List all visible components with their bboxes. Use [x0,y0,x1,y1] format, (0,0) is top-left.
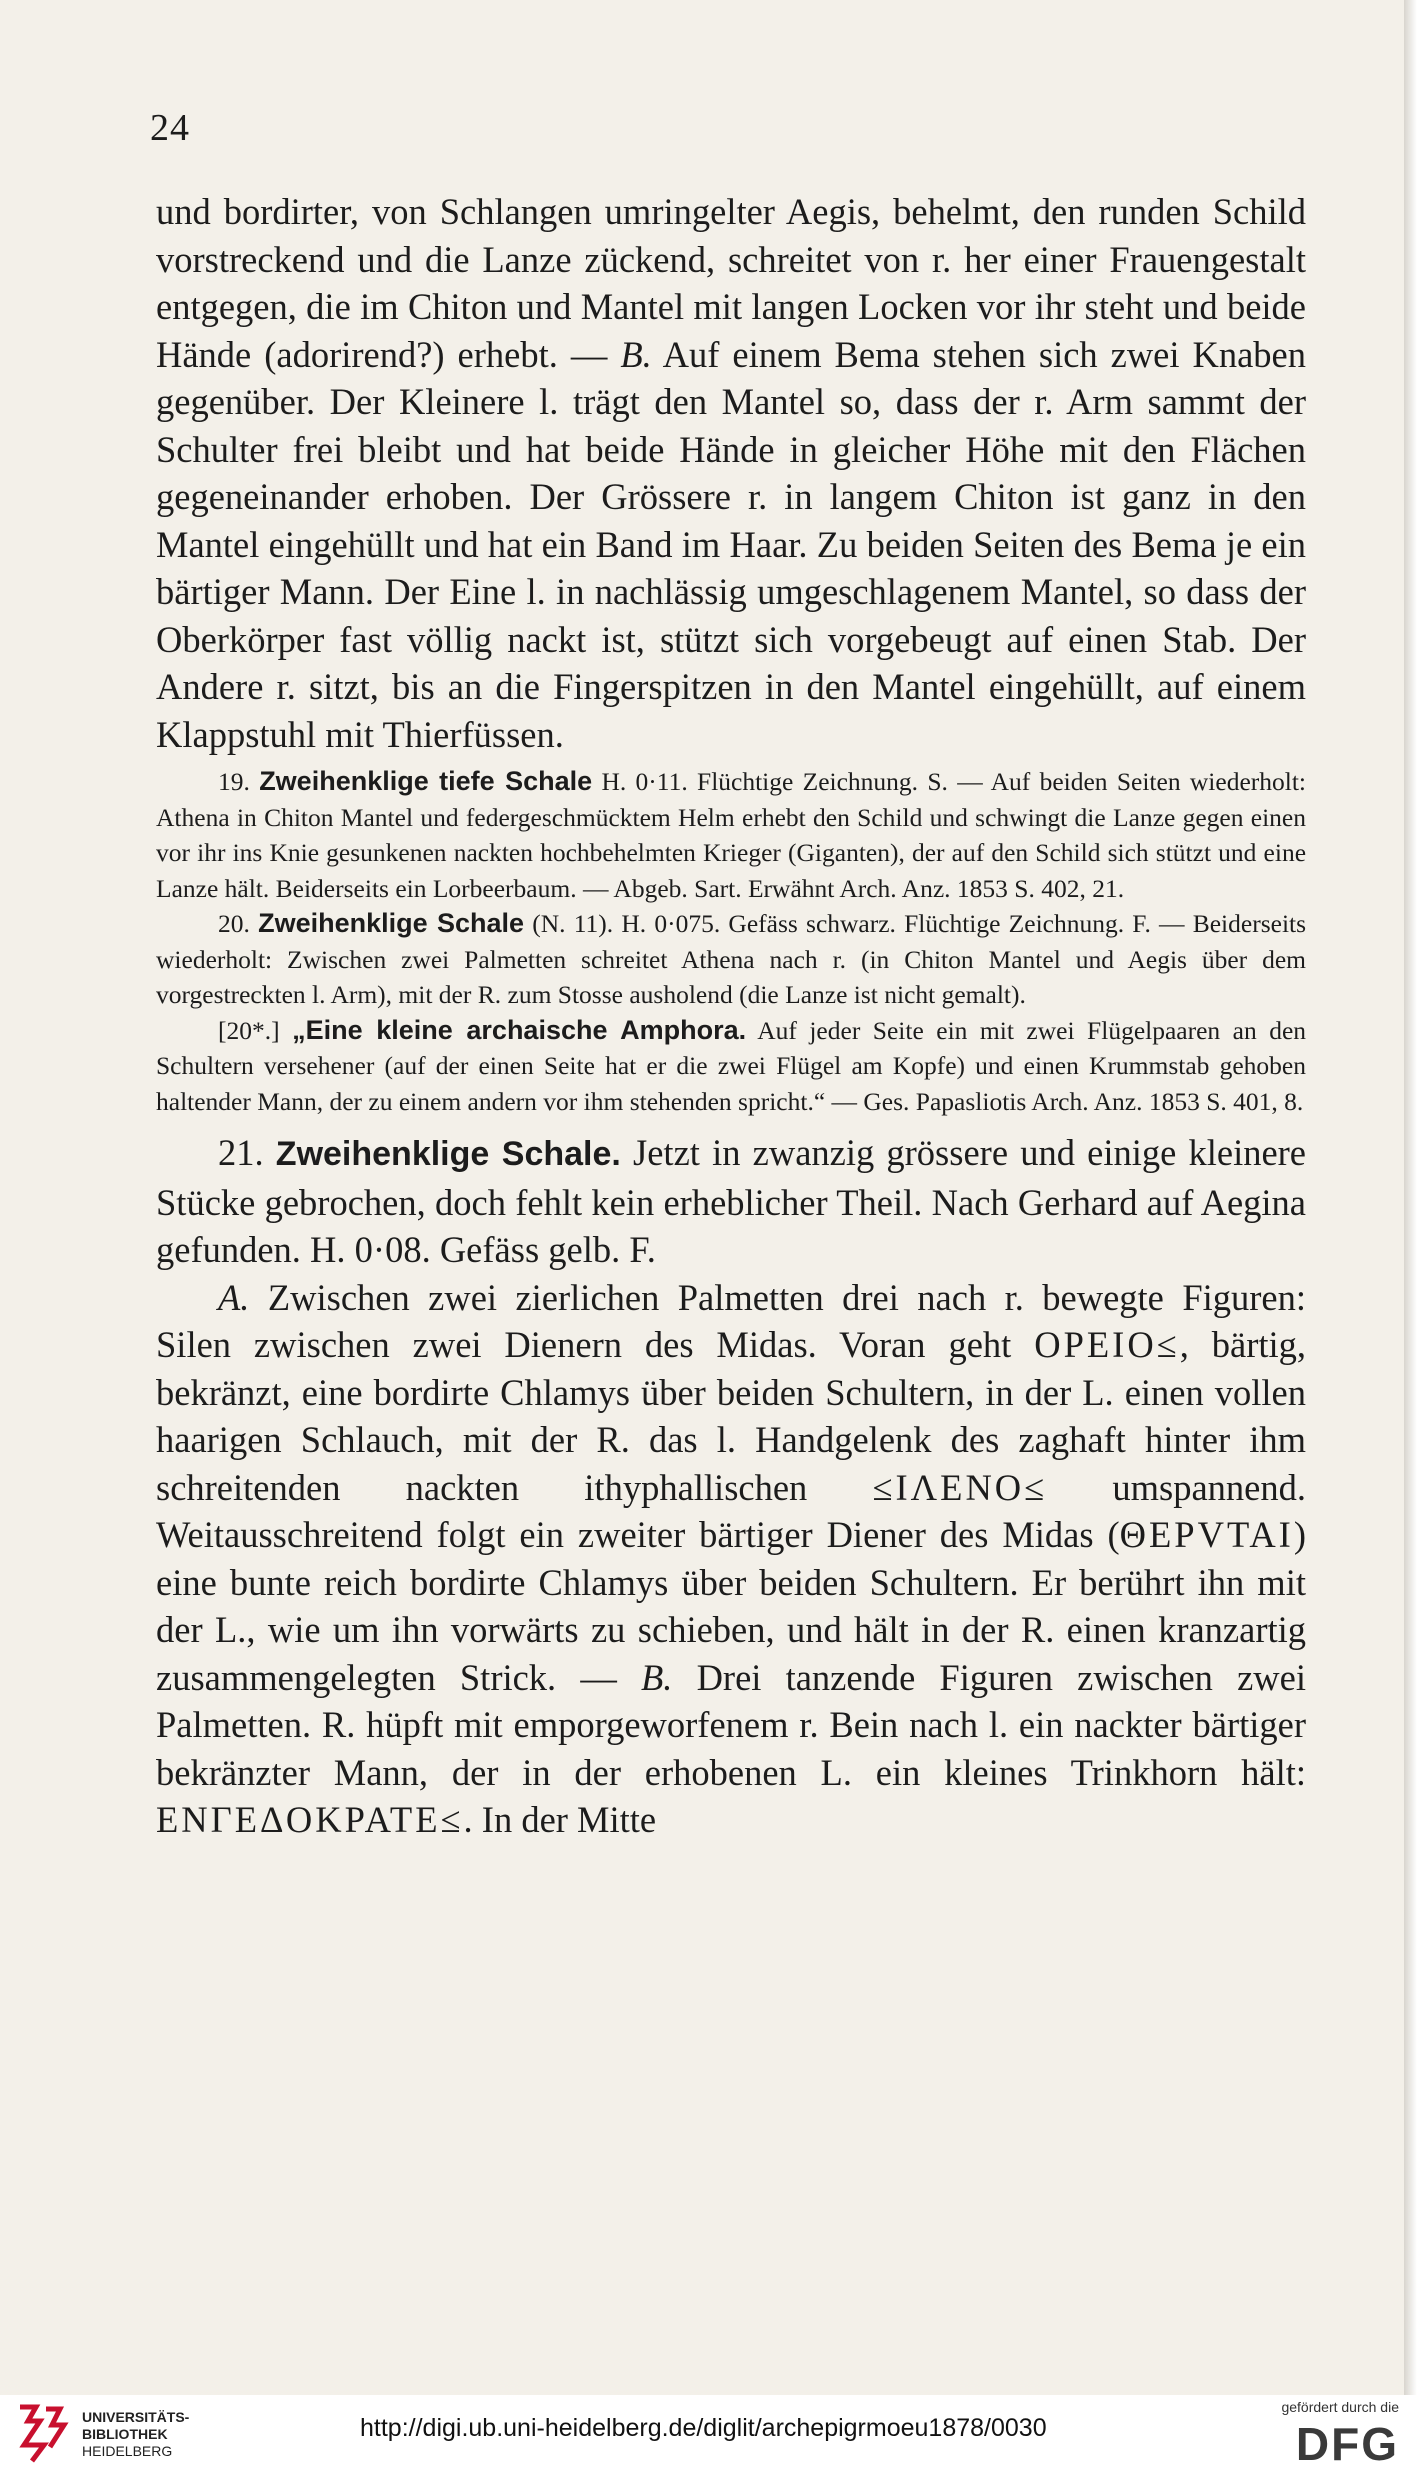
text-line: einige kleinere Stücke gebrochen, doch fehlt kein erheblicher Theil. [156,1132,1307,1223]
text-line: A. Zwischen zwei zierlichen Palmetten drei nach r. bewegte [218,1276,1164,1318]
text-line: Zeichnung. F. — Beiderseits wiederholt: Zwischen zwei Palmetten schreitet Athena [156,909,1307,974]
text-line: wie um ihn vorwärts zu schieben, und hält in der R. einen kranz [267,1609,1240,1650]
page-number: 24 [150,107,190,149]
text-line: l. Handgelenk des zaghaft hinter ihm schreitenden nackten ithy [156,1419,1307,1508]
text-line: artig zusammengelegten Strick. — B. Drei tanzende Figuren zwi [156,1609,1307,1698]
university-library-logo-icon [14,2399,72,2469]
text-line: Klappstuhl mit Thierfüssen. [156,713,564,755]
sponsor-label: gefördert durch die [1281,2399,1399,2415]
text-line: her einer Frauengestalt entgegen, die im Chiton und Mantel mit [156,238,1306,327]
text-line: nach r. (in Chiton Mantel und Aegis über dem vorgestreckten l. Arm), mit der R. [156,944,1306,1009]
text-line: Kleinere l. trägt den Mantel so, dass der r. Arm sammt der [398,381,1307,422]
text-line: [20*.] „Eine kleine archaische Amphora. Auf jeder Seite ein mit zwei [218,1014,1075,1045]
text-line: Lanze hält. Beiderseits ein Lorbeerbaum. — Abgeb. Sart. Erwähnt Arch. Anz. 1853 [156,873,1008,903]
text-line: schen zwei Palmetten. R. hüpft mit emporgeworfenem r. Bein nach [156,1656,1306,1745]
text-line: beiden Seiten des Bema je ein bärtiger Mann. Der Eine l. in nach [156,523,1307,612]
text-line: S. 402, 21. [1014,873,1125,903]
text-line: andern vor ihm stehenden spricht.“ — Ges. Papasliotis Arch. Anz. 1853 S. 401, 8. [467,1086,1304,1116]
university-library-label: UNIVERSITÄTS- BIBLIOTHEK HEIDELBERG [82,2409,190,2459]
text-line: l. ein nackter bärtiger bekränzter Mann, der in der erhobenen L. [156,1704,1307,1793]
body-paragraph [156,1129,1306,1274]
text-line: 20. Zweihenklige Schale (N. 11). H. 0·075. Gefäss schwarz. Flüchtige [218,908,1001,938]
text-line: nackt ist, stützt sich vorgebeugt auf einen Stab. Der Andere r. [156,618,1306,707]
catalogue-entry [156,1013,1306,1120]
text-line: ΟΡΕΙΟ≤, bärtig, bekränzt, eine bordirte Chlamys über beiden [156,1324,1307,1413]
text-line: bordirte Chlamys über beiden Schultern. Er berührt ihn mit der L., [156,1561,1306,1650]
text-line: zweiter bärtiger Diener des Midas (ΘΕΡVΤΑΙ) eine bunte reich [156,1514,1306,1603]
text-line: — B. Auf einem Bema stehen sich zwei Knaben gegenüber. Der [156,333,1306,422]
text-line: ein kleines Trinkhorn hält: ΕΝΓΕΔΟΚΡΑΤΕ≤. In der Mitte [156,1751,1307,1840]
text-line: Flügel am Kopfe) und einen Krummstab gehoben haltender Mann, der zu einem [156,1051,1307,1116]
text-line: beiden Seiten wiederholt: Athena in Chiton Mantel und federgeschmücktem Helm [156,767,1307,832]
text-line: 19. Zweihenklige tiefe Schale H. 0·11. Flüchtige Zeichnung. S. — Auf [218,766,1031,796]
text-line: phallischen ≤ΙΛΕΝΟ≤ umspannend. Weitausschreitend folgt ein [156,1466,1307,1555]
text-line: lässig umgeschlagenem Mantel, so dass der Oberkörper fast völlig [156,571,1307,660]
text-line: 21. Zweihenklige Schale. Jetzt in zwanzig grössere und [218,1132,1075,1173]
text-line: Schulter frei bleibt und hat beide Hände in gleicher Höhe mit den [156,428,1176,470]
text-line: langen Locken vor ihr steht und beide Hände (adorirend?) erhebt. [156,286,1306,375]
text-line: zum Stosse ausholend (die Lanze ist nicht gemalt). [507,980,1026,1009]
dfg-logo: DFG [1295,2418,1399,2470]
catalogue-text [156,188,1306,1844]
page-edge [1404,0,1417,2395]
text-line: Flügelpaaren an den Schultern versehener (auf der einen Seite hat er die zwei [156,1015,1307,1080]
text-line: Flächen gegeneinander erhoben. Der Grössere r. in langem Chiton [156,428,1306,517]
text-line: nackten hochbehelmten Krieger (Giganten), der auf den Schild sich stützt und eine [453,838,1307,867]
catalogue-entry [156,906,1306,1013]
body-paragraph [156,1274,1306,1844]
text-line: ist ganz in den Mantel eingehüllt und hat ein Band im Haar. Zu [156,476,1306,565]
text-line: Figuren: Silen zwischen zwei Dienern des Midas. Voran geht [156,1276,1306,1365]
text-line: sitzt, bis an die Fingerspitzen in den Mantel eingehüllt, auf einem [308,666,1306,707]
source-url-link[interactable]: http://digi.ub.uni-heidelberg.de/diglit/archepigrmoeu1878/0030 [360,2414,1047,2442]
text-line: Nach Gerhard auf Aegina gefunden. H. 0·08. Gefäss gelb. F. [156,1181,1306,1270]
body-paragraph [156,188,1306,758]
text-line: Schultern, in der L. einen vollen haarigen Schlauch, mit der R. das [156,1371,1307,1460]
viewer-footer [0,2395,1417,2474]
catalogue-entry [156,764,1306,906]
text-line: den Schild vorstreckend und die Lanze zückend, schreitet von r. [156,191,1307,280]
text-line: erhebt den Schild und schwingt die Lanze gegen einen vor ihr ins Knie gesunkenen [156,802,1306,867]
text-line: und bordirter, von Schlangen umringelter Aegis, behelmt, den run [156,191,1148,232]
